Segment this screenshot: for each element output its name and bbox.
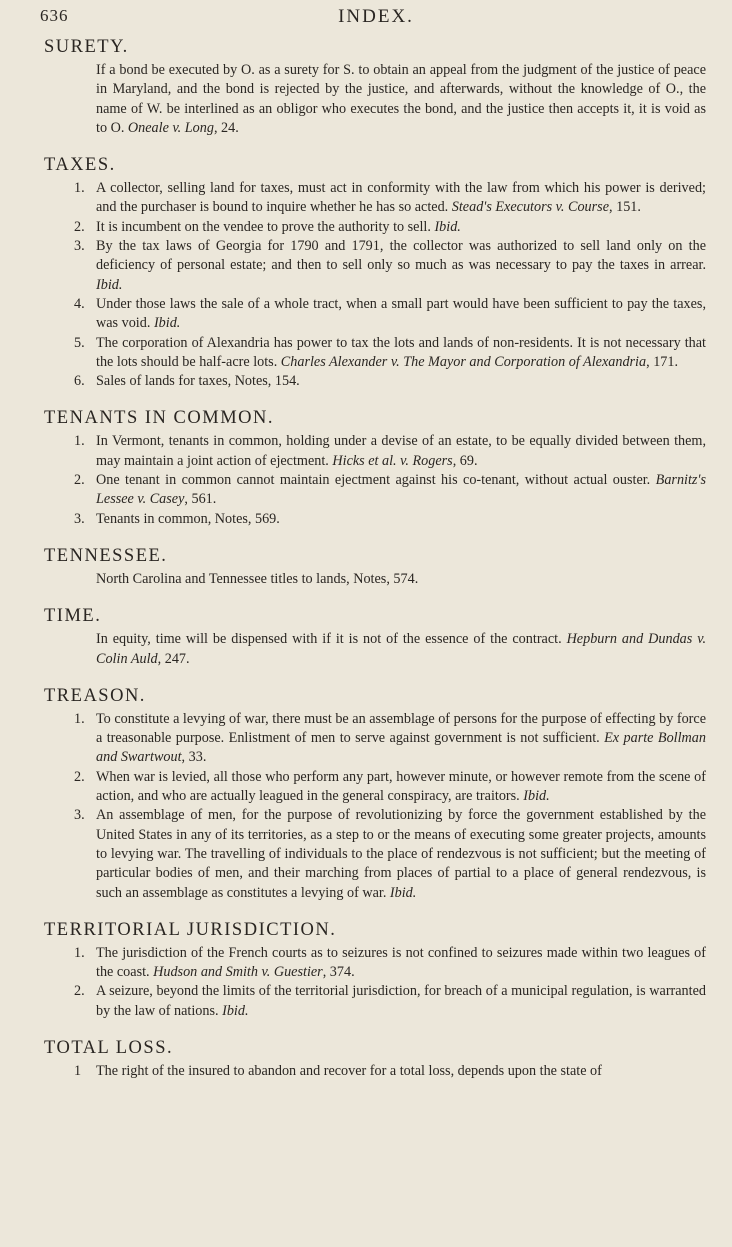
entry-text: Sales of lands for taxes, Notes, 154. <box>96 373 300 390</box>
entry-text: The corporation of Alexandria has power to tax the lots and lands of non-residents. It is not necessary that the lots should be half-acre lots. <box>96 334 706 370</box>
section-gap <box>38 138 706 154</box>
case-citation: Ex parte Bollman and Swartwout <box>96 730 706 766</box>
entry-number: 2. <box>74 472 85 489</box>
section-heading: TIME. <box>44 606 102 627</box>
entry-text: A seizure, beyond the limits of the territorial jurisdiction, for breach of a municipal regulation, is warranted by the law of nations. <box>96 983 706 1019</box>
index-entry <box>74 295 706 334</box>
index-section <box>38 407 706 528</box>
page-reference: , 171. <box>646 353 679 370</box>
index-entry <box>74 61 706 138</box>
entry-text: The jurisdiction of the French courts as to seizures is not confined to seizures made within two leagues of the coast. <box>96 944 706 981</box>
section-heading: TOTAL LOSS. <box>44 1037 174 1058</box>
case-citation: Ibid. <box>523 788 550 805</box>
page-reference: , 374. <box>322 964 355 981</box>
entry-text: Tenants in common, Notes, 569. <box>96 510 280 527</box>
case-citation: Ibid. <box>96 276 123 293</box>
entry-text: North Carolina and Tennessee titles to lands, Notes, 574. <box>96 570 419 587</box>
section-heading: SURETY. <box>44 37 129 57</box>
entry-number: 1. <box>74 944 85 961</box>
section-heading: TAXES. <box>44 155 116 176</box>
case-citation: Barnitz's Lessee v. Casey <box>96 472 706 508</box>
section-gap <box>38 1021 706 1037</box>
page-reference: , 24. <box>213 119 239 136</box>
entry-number: 2. <box>74 218 85 235</box>
index-section <box>38 605 706 669</box>
case-citation: Oneale v. Long <box>127 119 214 136</box>
entry-number: 6. <box>74 373 85 390</box>
entry-text: It is incumbent on the vendee to prove the authority to sell. <box>96 218 435 235</box>
entry-text: If a bond be executed by O. as a surety for S. to obtain an appeal from the judgment of the justice of peace in Maryland, and the bond is rejected by the justice, and afterwards, without the knowledge of O., the name of W. be interlined as an obligor who executes the bond, and the justice then accepts it, it is void as to O. <box>96 62 706 136</box>
index-entry <box>74 334 706 373</box>
entry-number: 1. <box>74 433 85 450</box>
index-entry <box>74 806 706 902</box>
section-heading: TENANTS IN COMMON. <box>44 408 274 429</box>
entry-number: 2. <box>74 983 85 1000</box>
section-gap <box>38 391 706 407</box>
page-reference: , 151. <box>609 199 641 216</box>
case-citation: Hepburn and Dundas v. Colin Auld <box>96 631 707 667</box>
case-citation: Ibid. <box>434 218 461 235</box>
section-heading: TREASON. <box>44 685 146 706</box>
entry-number: 1. <box>74 710 85 727</box>
index-section <box>38 154 706 391</box>
index-section <box>38 545 706 589</box>
index-entry <box>74 570 706 589</box>
page-reference: , 561. <box>184 491 217 508</box>
case-citation: Ibid. <box>222 1002 249 1019</box>
entry-text: Under those laws the sale of a whole tract, when a small part would have been sufficient to pay the taxes, was void. <box>96 295 706 332</box>
entry-number: 2. <box>74 768 85 785</box>
entry-number: 3. <box>74 807 85 824</box>
running-title: INDEX. <box>338 6 414 27</box>
page-reference: , 33. <box>181 749 207 766</box>
index-entry <box>74 218 706 237</box>
index-entry <box>74 372 706 391</box>
entry-text: The right of the insured to abandon and recover for a total loss, depends upon the state of <box>96 1062 602 1079</box>
section-heading: TERRITORIAL JURISDICTION. <box>44 919 337 940</box>
page-number: 636 <box>40 6 69 25</box>
section-gap <box>38 903 706 919</box>
case-citation: Ibid. <box>389 884 417 901</box>
entry-text: An assemblage of men, for the purpose of revolutionizing by force the government established by the United States in any of its territories, as a step to or the means of executing some greater projects, amounts to levying war. The travelling of individuals to the place of rendezvous is not sufficient; but the meeting of particular bodies of men, and their marching from places of partial to a place of general rendezvous, is such an assemblage as constitutes a levying of war. <box>96 807 706 901</box>
page-header <box>36 6 696 30</box>
case-citation: Ibid. <box>153 315 181 332</box>
entry-text: In Vermont, tenants in common, holding under a devise of an estate, to be equally divided between them, may maintain a joint action of ejectment. <box>96 433 706 469</box>
index-content <box>38 36 706 1081</box>
section-gap <box>38 529 706 545</box>
section-heading: TENNESSEE. <box>44 545 168 566</box>
index-entry <box>74 630 706 669</box>
page-reference: , 247. <box>157 650 190 667</box>
case-citation: Stead's Executors v. Course <box>451 199 609 216</box>
entry-number: 3. <box>74 238 85 255</box>
index-entry <box>74 768 706 807</box>
index-entry <box>74 471 706 510</box>
entry-text: By the tax laws of Georgia for 1790 and 1791, the collector was authorized to sell land only on the deficiency of personal estate; and then to sell only so much as was necessary to pay the taxes in arrear. <box>96 238 706 274</box>
entry-text: When war is levied, all those who perform any part, however minute, or however remote from the scene of action, and who are actually leagued in the general conspiracy, are traitors. <box>96 768 706 805</box>
case-citation: Hudson and Smith v. Guestier <box>153 964 323 981</box>
index-entry <box>74 237 706 295</box>
entry-number: 4. <box>74 295 85 312</box>
entry-number: 5. <box>74 334 85 351</box>
index-entry <box>74 432 706 471</box>
entry-number: 1. <box>74 180 85 197</box>
section-gap <box>38 669 706 685</box>
entry-text: To constitute a levying of war, there must be an assemblage of persons for the purpose of effecting by force a treasonable purpose. Enlistment of men to serve against government is not sufficient. <box>96 710 706 747</box>
case-citation: Hicks et al. v. Rogers <box>332 452 453 469</box>
index-entry <box>74 944 706 983</box>
index-section <box>38 1037 706 1081</box>
case-citation: Charles Alexander v. The Mayor and Corporation of Alexandria <box>280 353 647 370</box>
entry-text: One tenant in common cannot maintain ejectment against his co-tenant, without actual ouster. <box>96 472 656 489</box>
index-entry <box>74 1062 706 1081</box>
index-section <box>38 36 706 138</box>
entry-text: In equity, time will be dispensed with if it is not of the essence of the contract. <box>96 631 567 648</box>
page-reference: , 69. <box>452 452 478 469</box>
entry-number: 3. <box>74 510 85 527</box>
section-gap <box>38 589 706 605</box>
entry-text: A collector, selling land for taxes, must act in conformity with the law from which his power is derived; and the purchaser is bound to inquire whether he has so acted. <box>96 180 706 216</box>
index-entry <box>74 982 706 1021</box>
index-entry <box>74 510 706 529</box>
index-entry <box>74 710 706 768</box>
index-section <box>38 919 706 1021</box>
index-section <box>38 685 706 903</box>
index-entry <box>74 179 706 218</box>
entry-number: 1 <box>74 1062 82 1079</box>
